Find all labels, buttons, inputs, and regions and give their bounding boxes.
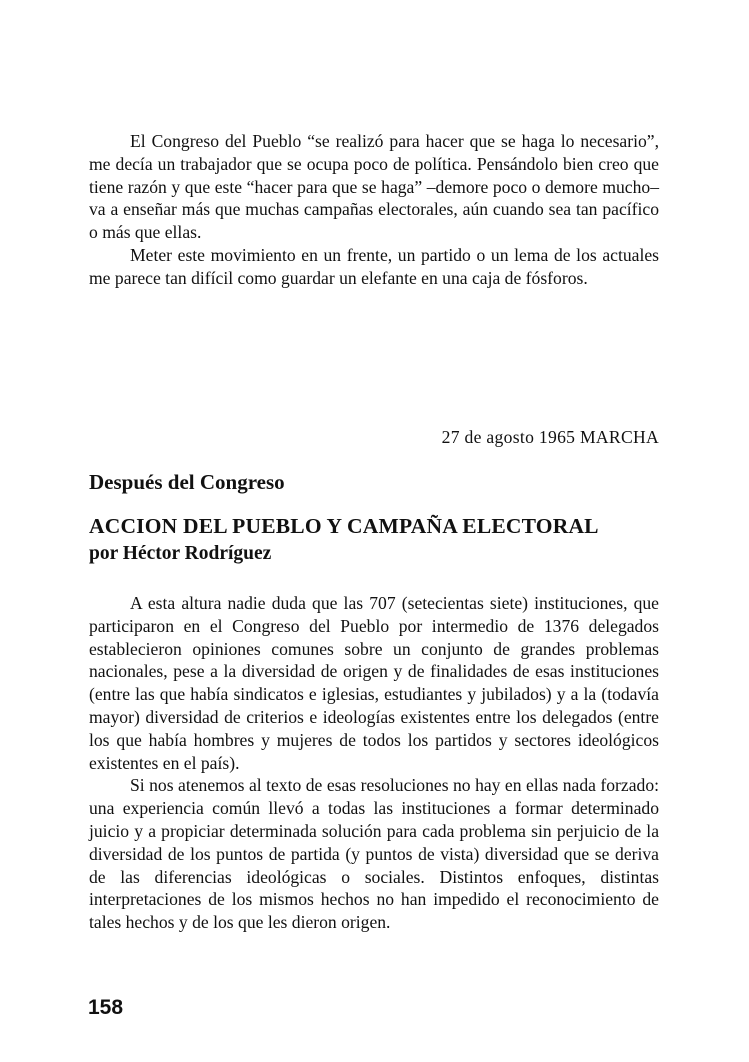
article-1-paragraph-2: Meter este movimiento en un frente, un partido o un lema de los actuales me parece tan difícil como guardar un elefante en una caja de fósforos. xyxy=(89,244,659,288)
article-title: ACCION DEL PUEBLO Y CAMPAÑA ELECTORAL xyxy=(89,514,599,538)
article-2-paragraph-2: Si nos atenemos al texto de esas resoluciones no hay en ellas nada forzado: una experiencia común llevó a todas las instituciones a formar determinado juicio y a propiciar determinada solución para cada problema sin perjuicio de la diversidad de los puntos de partida (y puntos de vista) diversidad que se deriva de las diferencias ideológicas o sociales. Distintos enfoques, distintas interpretaciones de los mismos hechos no han impedido el reconocimiento de tales hechos y de los que les dieron origen. xyxy=(89,775,659,933)
article-2-body xyxy=(89,592,659,934)
dateline: 27 de agosto 1965 MARCHA xyxy=(441,427,659,447)
article-2-paragraph-1: A esta altura nadie duda que las 707 (setecientas siete) instituciones, que participaron en el Congreso del Pueblo por intermedio de 1376 delegados establecieron opiniones comunes sobre un conjunto de grandes problemas nacionales, pese a la diversidad de origen y de finalidades de esas instituciones (entre las que había sindicatos e iglesias, estudiantes y jubilados) y a la (todavía mayor) diversidad de criterios e ideologías existentes entre los delegados (entre los que había hombres y mujeres de todos los partidos y sectores ideológicos existentes en el país). xyxy=(89,593,659,773)
article-byline: por Héctor Rodríguez xyxy=(89,543,272,564)
article-1-paragraph-1: El Congreso del Pueblo “se realizó para hacer que se haga lo necesario”, me decía un trabajador que se ocupa poco de política. Pensándolo bien creo que tiene razón y que este “hacer para que se haga” –demore poco o demore mucho– va a enseñar más que muchas campañas electorales, aún cuando sea tan pacífico o más que ellas. xyxy=(89,131,659,243)
section-heading: Después del Congreso xyxy=(89,470,285,494)
page-number: 158 xyxy=(88,996,124,1019)
article-1-body xyxy=(89,130,659,290)
